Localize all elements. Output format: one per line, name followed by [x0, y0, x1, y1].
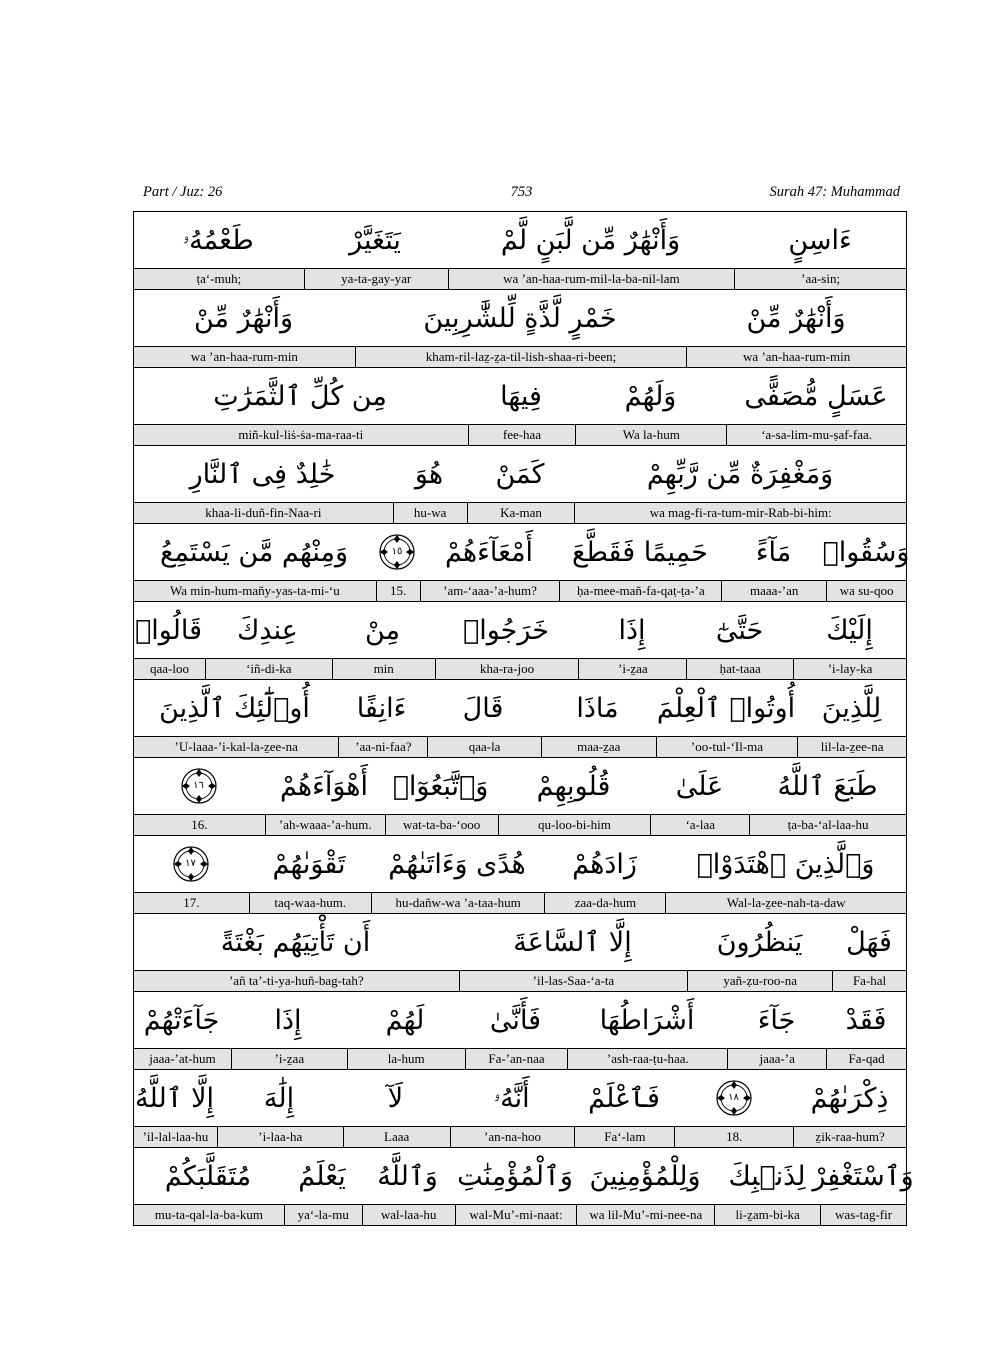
- arabic-word: زَادَهُمْ: [572, 848, 637, 880]
- transliteration-line: [134, 502, 906, 523]
- transliteration-word: ’U-laaa-’i-kal-la-ẕee-na: [174, 739, 298, 754]
- verse-row: [134, 368, 906, 446]
- transliteration-word: ḥa-mee-mañ-fa-qaṭ-ṭa-’a: [559, 581, 721, 601]
- ayah-marker: [674, 1070, 793, 1126]
- arabic-word: فَٱعْلَمْ: [588, 1082, 660, 1114]
- arabic-line: [134, 602, 906, 658]
- transliteration-word: hu-dañw-wa ’a-taa-hum: [371, 893, 545, 913]
- arabic-word: وَٱسْتَغْفِرْ: [812, 1160, 914, 1192]
- arabic-word: ءَاسِنٍ: [788, 224, 852, 256]
- transliteration-word: wa ’an-haa-rum-min: [190, 349, 298, 364]
- verse-row: [134, 290, 906, 368]
- transliteration-word: ya‘-la-mu: [284, 1205, 362, 1225]
- transliteration-word: Fa‘-lam: [574, 1127, 674, 1147]
- transliteration-word: ’am-‘aaa-’a-hum?: [420, 581, 560, 601]
- transliteration-word: li-ẕam-bi-ka: [714, 1205, 820, 1225]
- transliteration-word: taq-waa-hum.: [249, 893, 371, 913]
- arabic-word: أُوتُوا۟ ٱلْعِلْمَ: [656, 692, 796, 724]
- transliteration-word: yañ-ẓu-roo-na: [687, 971, 832, 991]
- arabic-line: [134, 290, 906, 346]
- ayah-marker: [375, 524, 419, 580]
- arabic-word: هُوَ: [414, 458, 444, 490]
- transliteration-word: Wa la-hum: [575, 425, 726, 445]
- transliteration-word: ’aa-sin;: [734, 269, 906, 289]
- arabic-word: قَالُوا۟: [135, 614, 203, 646]
- transliteration-word: wa ’an-haa-rum-mil-la-ba-nil-lam: [448, 269, 735, 289]
- transliteration-word: ’ash-raa-ṭu-haa.: [567, 1049, 727, 1069]
- transliteration-word: 16.: [191, 817, 208, 832]
- page-header: [143, 184, 900, 206]
- arabic-word: تَقْوَىٰهُمْ: [272, 848, 346, 880]
- arabic-word: أَن تَأْتِيَهُم بَغْتَةً: [220, 926, 371, 958]
- transliteration-word: jaaa-’a: [727, 1049, 826, 1069]
- transliteration-word: ’i-lay-ka: [793, 659, 906, 679]
- arabic-word: فَهَلْ: [846, 926, 892, 958]
- arabic-word: خَرَجُوا۟: [463, 614, 549, 646]
- verse-row: [134, 836, 906, 914]
- arabic-word: مَآءً: [755, 536, 792, 568]
- arabic-word: وَلَهُمْ: [624, 380, 677, 412]
- transliteration-word: wa mag-fi-ra-tum-mir-Rab-bi-him:: [574, 503, 906, 523]
- transliteration-word: ḥat-taaa: [686, 659, 793, 679]
- verse-row: [134, 992, 906, 1070]
- arabic-word: فَأَنَّىٰ: [489, 1004, 542, 1036]
- arabic-word: وَمِنْهُم مَّن يَسْتَمِعُ: [160, 536, 348, 568]
- transliteration-line: [134, 814, 906, 835]
- arabic-word: يَعْلَمُ: [298, 1160, 346, 1192]
- arabic-word: يَتَغَيَّرْ: [349, 224, 401, 256]
- arabic-line: [134, 836, 906, 892]
- arabic-word: وَأَنْهَٰرٌ مِّن لَّبَنٍ لَّمْ: [500, 224, 681, 256]
- transliteration-word: maa-ẕaa: [541, 737, 656, 757]
- transliteration-word: ya-ta-gay-yar: [304, 269, 448, 289]
- transliteration-word: mu-ta-qal-la-ba-kum: [154, 1207, 264, 1222]
- arabic-word: وَسُقُوا۟: [822, 536, 910, 568]
- arabic-word: عِندِكَ: [237, 614, 298, 646]
- arabic-word: لِلَّذِينَ: [821, 692, 882, 724]
- transliteration-word: wat-ta-ba-‘ooo: [385, 815, 498, 835]
- ayah-number-text: ١٦: [193, 780, 204, 791]
- arabic-word: خَٰلِدٌ فِى ٱلنَّارِ: [189, 458, 336, 490]
- transliteration-word: wal-laa-hu: [362, 1205, 455, 1225]
- page-number: 753: [510, 184, 533, 200]
- arabic-word: هُدًى وَءَاتَىٰهُمْ: [388, 848, 526, 880]
- transliteration-word: Ka-man: [467, 503, 575, 523]
- transliteration-word: ‘iñ-di-ka: [205, 659, 332, 679]
- arabic-word: مُتَقَلَّبَكُمْ: [164, 1160, 252, 1192]
- transliteration-word: Laaa: [343, 1127, 450, 1147]
- arabic-word: أَشْرَاطُهَا: [599, 1004, 695, 1036]
- transliteration-word: hu-wa: [393, 503, 467, 523]
- transliteration-word: wal-Mu’-mi-naat:: [455, 1205, 577, 1225]
- transliteration-word: Fa-hal: [832, 971, 906, 991]
- transliteration-word: ’an-na-hoo: [450, 1127, 575, 1147]
- ayah-marker: [133, 758, 264, 814]
- transliteration-line: [134, 736, 906, 757]
- transliteration-line: [134, 658, 906, 679]
- transliteration-word: ’ah-waaa-’a-hum.: [265, 815, 385, 835]
- arabic-line: [134, 758, 906, 814]
- transliteration-word: ’añ ta’-ti-ya-huñ-bag-tah?: [228, 973, 364, 988]
- transliteration-word: Wa min-hum-mañy-yas-ta-mi-‘u: [170, 583, 340, 598]
- arabic-word: مِن كُلِّ ٱلثَّمَرَٰتِ: [213, 380, 387, 412]
- arabic-word: فِيهَا: [500, 380, 542, 412]
- ayah-number-icon: [715, 1079, 753, 1117]
- arabic-word: وَمَغْفِرَةٌ مِّن رَّبِّهِمْ: [646, 458, 834, 490]
- transliteration-word: min: [332, 659, 435, 679]
- arabic-line: [134, 368, 906, 424]
- arabic-word: خَمْرٍ لَّذَّةٍ لِّلشَّٰرِبِينَ: [423, 302, 617, 334]
- transliteration-word: wa ’an-haa-rum-min: [686, 347, 906, 367]
- arabic-line: [134, 914, 906, 970]
- verse-row: [134, 602, 906, 680]
- arabic-word: أُو۟لَٰٓئِكَ ٱلَّذِينَ: [159, 692, 310, 724]
- arabic-word: ذِكْرَىٰهُمْ: [810, 1082, 889, 1114]
- arabic-word: إِلَّا ٱلسَّاعَةَ: [513, 926, 632, 958]
- transliteration-word: qaa-loo: [149, 661, 189, 676]
- arabic-word: حَمِيمًا فَقَطَّعَ: [572, 536, 708, 568]
- arabic-word: قُلُوبِهِمْ: [536, 770, 611, 802]
- surah-label: Surah 47: Muhammad: [769, 184, 900, 200]
- transliteration-word: 15.: [376, 581, 420, 601]
- transliteration-word: fee-haa: [468, 425, 576, 445]
- juz-label: Part / Juz: 26: [143, 184, 223, 200]
- transliteration-word: ’i-ẕaa: [578, 659, 686, 679]
- arabic-word: كَمَنْ: [495, 458, 545, 490]
- transliteration-line: [134, 346, 906, 367]
- transliteration-line: [134, 1048, 906, 1069]
- arabic-word: أَهْوَآءَهُمْ: [279, 770, 369, 802]
- transliteration-word: ṭa-ba-‘al-laa-hu: [749, 815, 906, 835]
- verse-row: [134, 446, 906, 524]
- arabic-word: طَعْمُهُۥ: [182, 224, 254, 256]
- transliteration-word: lil-la-ẕee-na: [797, 737, 906, 757]
- arabic-word: إِذَا: [274, 1004, 302, 1036]
- transliteration-line: [134, 424, 906, 445]
- ayah-number-text: ١٨: [728, 1092, 739, 1103]
- arabic-line: [134, 212, 906, 268]
- arabic-word: ءَانِفًا: [356, 692, 407, 724]
- arabic-word: وَٱللَّهُ: [377, 1160, 438, 1192]
- word-by-word-table: [133, 211, 914, 1226]
- ayah-number-icon: [378, 533, 416, 571]
- arabic-word: إِلَّا ٱللَّهُ: [135, 1082, 214, 1114]
- arabic-word: وَلِلْمُؤْمِنِينَ: [589, 1160, 701, 1192]
- arabic-word: إِلَيْكَ: [826, 614, 873, 646]
- transliteration-line: [134, 970, 906, 991]
- transliteration-word: ’il-las-Saa-‘a-ta: [459, 971, 688, 991]
- arabic-word: وَأَنْهَٰرٌ مِّنْ: [746, 302, 846, 334]
- ayah-number-icon: [180, 767, 218, 805]
- arabic-word: وَٱتَّبَعُوٓا۟: [392, 770, 489, 802]
- verse-row: [134, 914, 906, 992]
- transliteration-word: ẕik-raa-hum?: [793, 1127, 906, 1147]
- arabic-word: جَآءَتْهُمْ: [143, 1004, 220, 1036]
- transliteration-word: ’i-laa-ha: [217, 1127, 343, 1147]
- ayah-marker: [133, 836, 248, 892]
- verse-row: [134, 758, 906, 836]
- transliteration-word: Fa-’an-naa: [465, 1049, 568, 1069]
- arabic-word: مَاذَا: [576, 692, 619, 724]
- transliteration-word: ’i-ẕaa: [231, 1049, 347, 1069]
- arabic-line: [134, 680, 906, 736]
- arabic-word: فَقَدْ: [845, 1004, 887, 1036]
- transliteration-word: Fa-qad: [826, 1049, 906, 1069]
- ayah-number-text: ١٥: [391, 546, 403, 557]
- arabic-word: لِذَنۢبِكَ: [728, 1160, 806, 1192]
- transliteration-word: khaa-li-duñ-fin-Naa-ri: [205, 505, 322, 520]
- transliteration-word: was-tag-fir: [820, 1205, 906, 1225]
- arabic-word: جَآءَ: [757, 1004, 796, 1036]
- transliteration-word: wa lil-Mu’-mi-nee-na: [576, 1205, 714, 1225]
- verse-row: [134, 680, 906, 758]
- transliteration-line: [134, 892, 906, 913]
- transliteration-line: [134, 1204, 906, 1225]
- transliteration-word: la-hum: [347, 1049, 465, 1069]
- verse-row: [134, 212, 906, 290]
- transliteration-word: 17.: [183, 895, 200, 910]
- transliteration-word: ‘a-sa-lim-mu-ṣaf-faa.: [726, 425, 906, 445]
- arabic-word: عَلَىٰ: [675, 770, 724, 802]
- arabic-word: إِذَا: [618, 614, 646, 646]
- transliteration-word: ’il-lal-laa-hu: [142, 1129, 209, 1144]
- transliteration-word: wa su-qoo: [826, 581, 906, 601]
- arabic-word: إِلَٰهَ: [263, 1082, 295, 1114]
- arabic-line: [134, 524, 910, 580]
- transliteration-word: Wal-la-ẕee-nah-ta-daw: [665, 893, 906, 913]
- arabic-word: مِنْ: [365, 614, 401, 646]
- arabic-word: لَهُمْ: [385, 1004, 425, 1036]
- arabic-line: [134, 446, 906, 502]
- arabic-word: وَٱلَّذِينَ ٱهْتَدَوْا۟: [696, 848, 875, 880]
- arabic-word: وَأَنْهَٰرٌ مِّنْ: [194, 302, 293, 334]
- verse-row: [134, 1148, 914, 1226]
- arabic-word: حَتَّىٰٓ: [715, 614, 764, 646]
- arabic-word: عَسَلٍ مُّصَفًّى: [744, 380, 888, 412]
- verse-row: [134, 1070, 906, 1148]
- arabic-word: وَٱلْمُؤْمِنَٰتِ: [457, 1160, 573, 1192]
- transliteration-word: kham-ril-laẕ-ẕa-til-lish-shaa-ri-been;: [355, 347, 687, 367]
- transliteration-word: 18.: [674, 1127, 793, 1147]
- ayah-number-text: ١٧: [185, 858, 196, 869]
- transliteration-word: zaa-da-hum: [544, 893, 665, 913]
- arabic-line: [134, 992, 906, 1048]
- arabic-word: طَبَعَ ٱللَّهُ: [777, 770, 878, 802]
- transliteration-word: qu-loo-bi-him: [498, 815, 651, 835]
- arabic-line: [134, 1148, 914, 1204]
- ayah-number-icon: [172, 845, 210, 883]
- transliteration-word: ’oo-tul-‘Il-ma: [656, 737, 798, 757]
- verse-row: [134, 524, 910, 602]
- arabic-word: لَآ: [387, 1082, 404, 1114]
- arabic-word: يَنظُرُونَ: [716, 926, 803, 958]
- arabic-line: [134, 1070, 906, 1126]
- transliteration-line: [134, 580, 906, 601]
- transliteration-word: ‘a-laa: [650, 815, 749, 835]
- transliteration-word: ’aa-ni-faa?: [338, 737, 427, 757]
- arabic-word: أَنَّهُۥ: [493, 1082, 530, 1114]
- transliteration-line: [134, 1126, 906, 1147]
- arabic-word: أَمْعَآءَهُمْ: [444, 536, 534, 568]
- arabic-word: قَالَ: [462, 692, 504, 724]
- transliteration-word: ṭa‘-muh;: [196, 271, 242, 286]
- transliteration-word: qaa-la: [427, 737, 541, 757]
- transliteration-word: maaa-’an: [721, 581, 826, 601]
- transliteration-word: miñ-kul-liṡ-ṡa-ma-raa-ti: [238, 427, 364, 442]
- transliteration-word: jaaa-’at-hum: [149, 1051, 216, 1066]
- transliteration-line: [134, 268, 906, 289]
- transliteration-word: kha-ra-joo: [435, 659, 579, 679]
